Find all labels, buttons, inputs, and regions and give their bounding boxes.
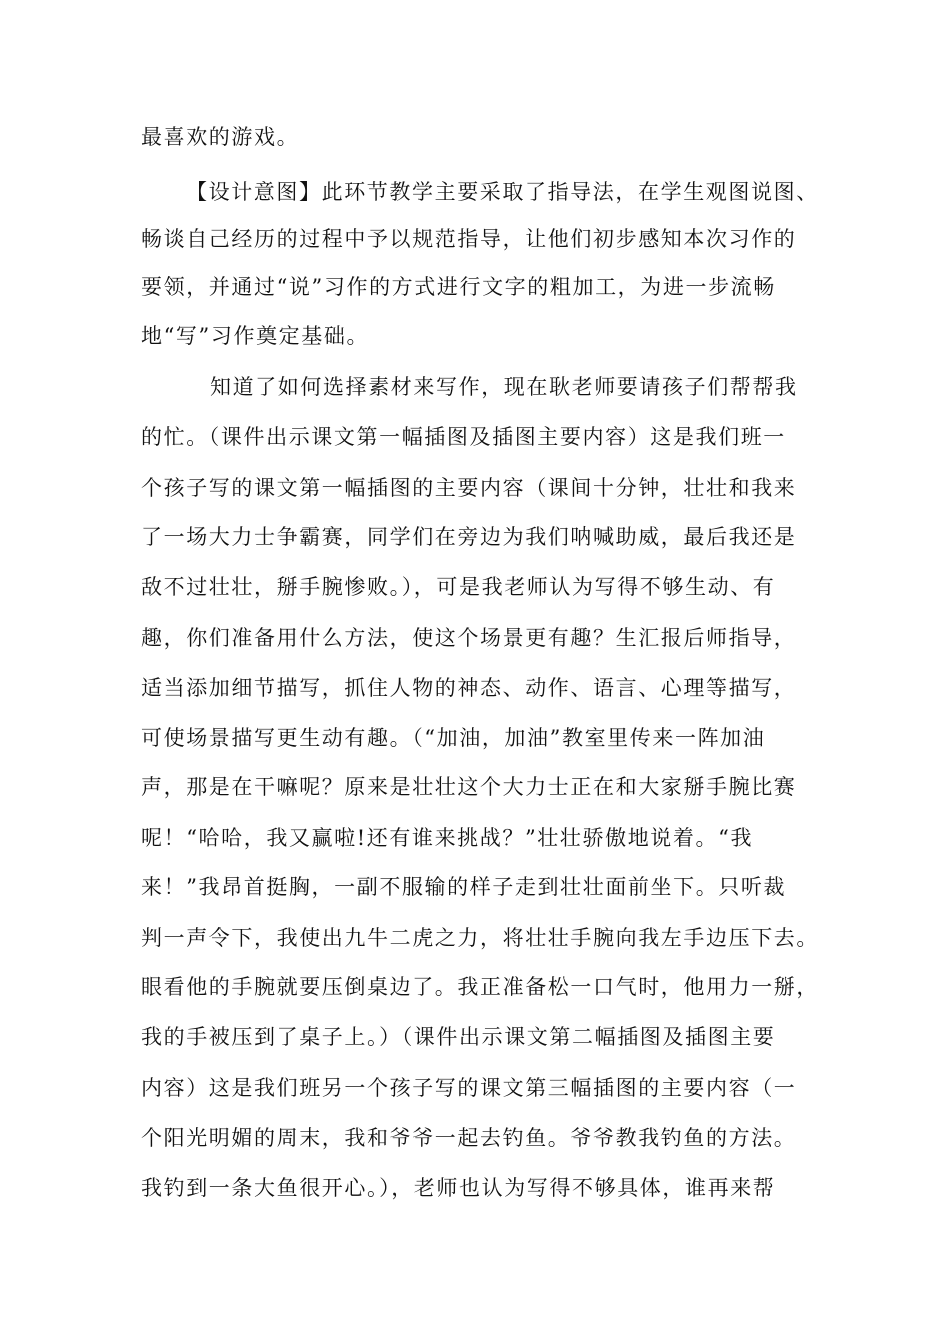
text-line: 要领，并通过“说”习作的方式进行文字的粗加工，为进一步流畅: [141, 275, 776, 299]
text-line: 敌不过壮壮，掰手腕惨败。），可是我老师认为写得不够生动、有: [141, 575, 776, 599]
text-line: 个孩子写的课文第一幅插图的主要内容（课间十分钟，壮壮和我来: [141, 476, 797, 500]
text-line: 眼看他的手腕就要压倒桌边了。我正准备松一口气时，他用力一掰，: [141, 975, 819, 999]
text-line: 来！”我昂首挺胸，一副不服输的样子走到壮壮面前坐下。只听裁: [141, 875, 787, 899]
text-line: 趣，你们准备用什么方法，使这个场景更有趣？生汇报后师指导，: [141, 626, 797, 650]
text-line: 可使场景描写更生动有趣。（“加油，加油”教室里传来一阵加油: [141, 726, 766, 750]
text-line: 判一声令下，我使出九牛二虎之力，将壮壮手腕向我左手边压下去。: [141, 926, 819, 950]
text-line: 地“写”习作奠定基础。: [141, 324, 370, 348]
text-line: 畅谈自己经历的过程中予以规范指导，让他们初步感知本次习作的: [141, 227, 797, 251]
text-line: 内容）这是我们班另一个孩子写的课文第三幅插图的主要内容（一: [141, 1076, 797, 1100]
text-line: 【设计意图】此环节教学主要采取了指导法，在学生观图说图、: [186, 180, 819, 204]
text-line: 了一场大力士争霸赛，同学们在旁边为我们呐喊助威，最后我还是: [141, 525, 797, 549]
text-line: 我钓到一条大鱼很开心。），老师也认为写得不够具体，谁再来帮: [141, 1176, 776, 1200]
text-line: 知道了如何选择素材来写作，现在耿老师要请孩子们帮帮我: [210, 375, 798, 399]
text-line: 适当添加细节描写，抓住人物的神态、动作、语言、心理等描写，: [141, 676, 797, 700]
text-line: 的忙。（课件出示课文第一幅插图及插图主要内容）这是我们班一: [141, 425, 786, 449]
text-line: 我的手被压到了桌子上。）（课件出示课文第二幅插图及插图主要: [141, 1025, 776, 1049]
text-line: 呢！“哈哈，我又赢啦!还有谁来挑战？”壮壮骄傲地说着。“我: [141, 826, 754, 850]
text-line: 最喜欢的游戏。: [141, 125, 300, 149]
text-line: 个阳光明媚的周末，我和爷爷一起去钓鱼。爷爷教我钓鱼的方法。: [141, 1126, 797, 1150]
text-line: 声，那是在干嘛呢？原来是壮壮这个大力士正在和大家掰手腕比赛: [141, 775, 797, 799]
